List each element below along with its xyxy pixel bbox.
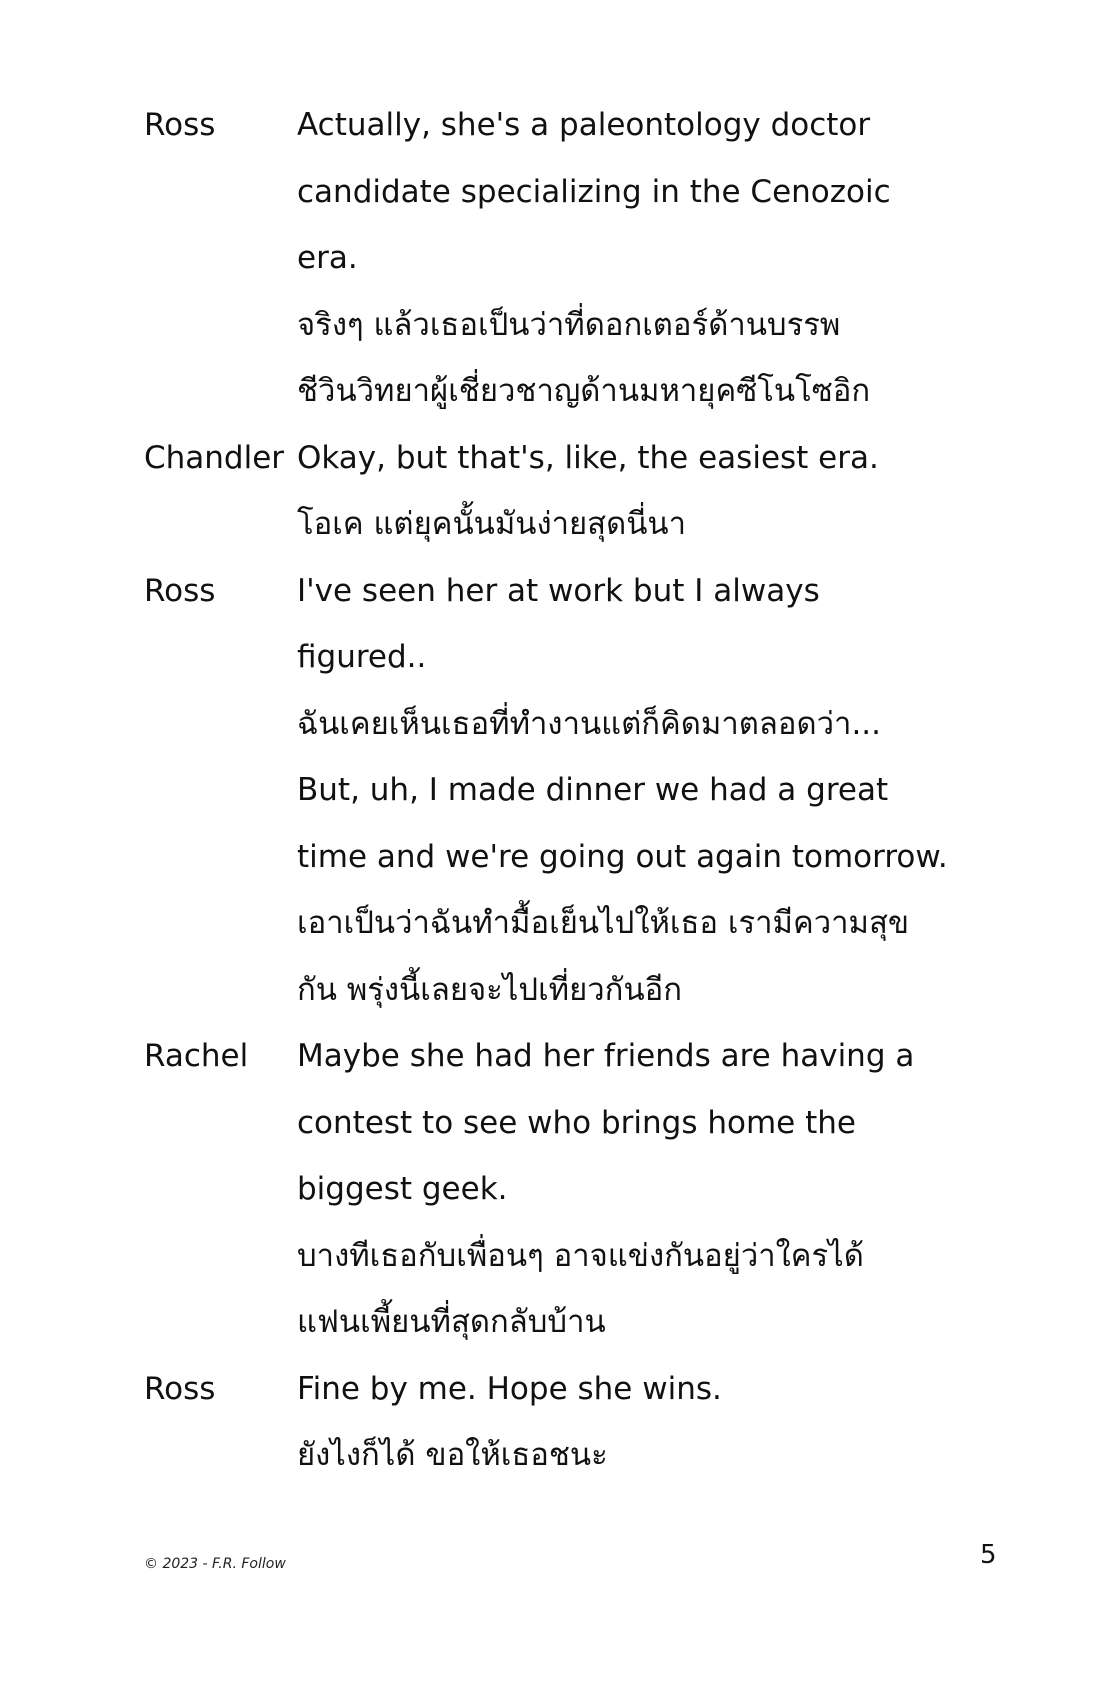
dialogue-lines xyxy=(297,558,1017,1024)
dialogue-block xyxy=(144,1023,1024,1356)
speaker-name: Ross xyxy=(144,107,216,143)
dialogue-script xyxy=(144,92,1024,1489)
dialogue-line: I've seen her at work but I always xyxy=(297,572,820,609)
dialogue-lines xyxy=(297,1023,1017,1356)
dialogue-line: Fine by me. Hope she wins. xyxy=(297,1370,722,1407)
dialogue-line: บางทีเธอกับเพื่อนๆ อาจแข่งกันอยู่ว่าใครได้ xyxy=(297,1237,864,1274)
dialogue-line: But, uh, I made dinner we had a great xyxy=(297,772,889,808)
speaker-name: Chandler xyxy=(144,439,285,476)
dialogue-line: กัน พรุ่งนี้เลยจะไปเที่ยวกันอีก xyxy=(297,971,683,1008)
dialogue-lines xyxy=(297,425,1017,558)
dialogue-line: figured.. xyxy=(297,639,427,675)
dialogue-line: แฟนเพี้ยนที่สุดกลับบ้าน xyxy=(297,1304,606,1340)
dialogue-line: โอเค แต่ยุคนั้นมันง่ายสุดนี่นา xyxy=(297,506,687,542)
dialogue-block xyxy=(144,425,1024,558)
dialogue-block xyxy=(144,92,1024,425)
dialogue-block xyxy=(144,558,1024,1024)
speaker-name: Ross xyxy=(144,1370,216,1407)
dialogue-line: ฉันเคยเห็นเธอที่ทำงานแต่ก็คิดมาตลอดว่า... xyxy=(297,705,882,742)
dialogue-block xyxy=(144,1356,1024,1489)
dialogue-line: candidate specializing in the Cenozoic xyxy=(297,173,891,210)
dialogue-line: จริงๆ แล้วเธอเป็นว่าที่ดอกเตอร์ด้านบรรพ xyxy=(297,306,841,343)
footer-copyright: © 2023 - F.R. Follow xyxy=(144,1556,286,1572)
speaker-name: Rachel xyxy=(144,1038,249,1074)
dialogue-line: time and we're going out again tomorrow. xyxy=(297,838,948,875)
dialogue-lines xyxy=(297,1356,1017,1489)
dialogue-line: เอาเป็นว่าฉันทำมื้อเย็นไปให้เธอ เรามีความสุข xyxy=(297,905,910,941)
dialogue-line: Actually, she's a paleontology doctor xyxy=(297,107,871,143)
dialogue-line: ยังไงก็ได้ ขอให้เธอชนะ xyxy=(297,1437,608,1473)
page-number: 5 xyxy=(980,1540,997,1570)
dialogue-line: era. xyxy=(297,240,358,276)
dialogue-line: biggest geek. xyxy=(297,1171,508,1207)
dialogue-line: contest to see who brings home the xyxy=(297,1104,856,1141)
dialogue-lines xyxy=(297,92,1017,425)
speaker-name: Ross xyxy=(144,572,216,609)
dialogue-line: ชีวินวิทยาผู้เชี่ยวชาญด้านมหายุคซีโนโซอิก xyxy=(297,373,871,409)
dialogue-line: Okay, but that's, like, the easiest era. xyxy=(297,439,879,476)
dialogue-line: Maybe she had her friends are having a xyxy=(297,1038,915,1074)
